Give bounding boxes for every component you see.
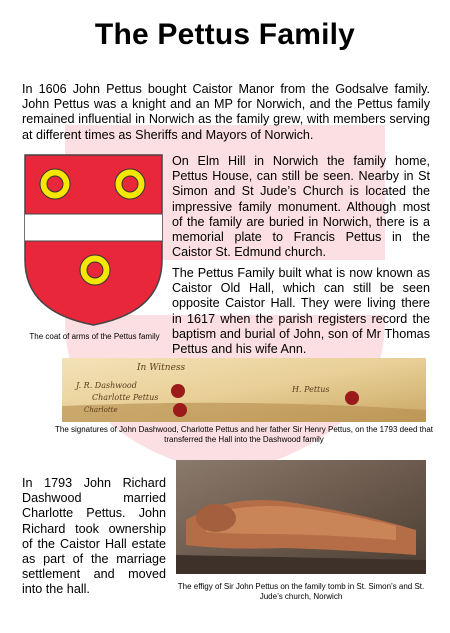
coat-of-arms-caption: The coat of arms of the Pettus family: [29, 332, 160, 341]
coat-of-arms-image: [22, 152, 165, 328]
page-title: The Pettus Family: [94, 18, 356, 51]
deed-caption: The signatures of John Dashwood, Charlotte Pettus and her father Sir Henry Pettus, on the 1793 deed that transferred the Hall into the Dashwood family: [54, 425, 433, 444]
wax-seal-icon: [345, 391, 359, 405]
dashwood-paragraph: In 1793 John Richard Dashwood married Charlotte Pettus. John Richard took ownership of the Caistor Hall estate as part of the marriage settlement and moved into the hall.: [22, 476, 166, 597]
deed-script-line: In Witness: [137, 363, 186, 373]
annulet-icon: [40, 169, 70, 199]
wax-seal-icon: [173, 403, 187, 417]
wax-seal-icon: [171, 384, 185, 398]
annulet-icon: [115, 169, 145, 199]
deed-script-line: Charlotte Pettus: [92, 393, 159, 402]
effigy-caption: The effigy of Sir John Pettus on the family tomb in St. Simon’s and St. Jude’s church, Norwich: [177, 582, 425, 601]
deed-script-line: Charlotte: [84, 406, 118, 414]
elm-hill-paragraph: On Elm Hill in Norwich the family home, Pettus House, can still be seen. Nearby in St Simon and St Jude’s Church is located the impressive family monument. Although most of the family are buried in Norwich, there is a memorial plate to Francis Pettus in the Caistor St. Edmund church.: [172, 154, 430, 260]
intro-paragraph: In 1606 John Pettus bought Caistor Manor from the Godsalve family. John Pettus was a knight and an MP for Norwich, and the Pettus family remained influential in Norwich as the family grew, with members serving at different times as Sheriffs and Mayors of Norwich.: [22, 82, 430, 142]
deed-script-line: H. Pettus: [292, 385, 330, 394]
deed-signatures-image: [62, 358, 426, 422]
deed-script-line: J. R. Dashwood: [76, 381, 137, 390]
effigy-image: [176, 460, 426, 574]
annulet-icon: [80, 255, 110, 285]
old-hall-paragraph: The Pettus Family built what is now known as Caistor Old Hall, which can still be seen opposite Caistor Hall. They were living there in 1617 when the parish registers record the baptism and burial of John, son of Mr Thomas Pettus and his wife Ann.: [172, 266, 430, 357]
